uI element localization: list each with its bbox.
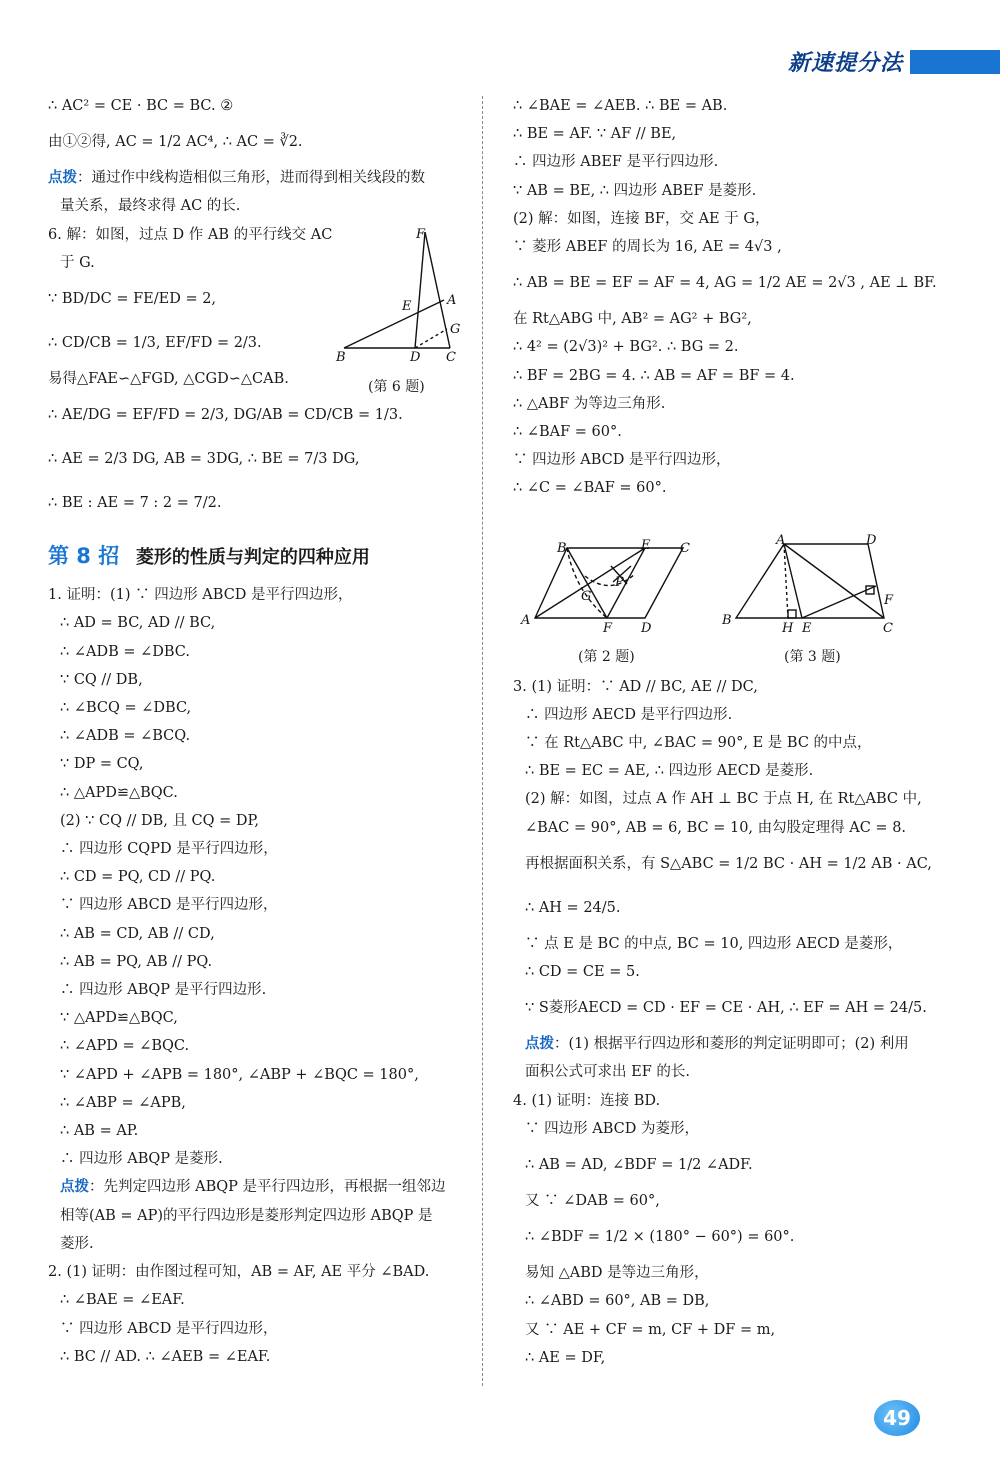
text-line [48, 609, 468, 637]
line-text: ∴ ∠C = ∠BAF = 60°. [513, 480, 667, 497]
text-line [48, 1343, 468, 1371]
section-title: 菱形的性质与判定的四种应用 [135, 547, 370, 569]
line-text: (2) 解：如图，连接 BF，交 AE 于 G， [513, 210, 770, 227]
page-number: 49 [874, 1400, 920, 1436]
line-text: ：通过作中线构造相似三角形，进而得到相关线段的数 [77, 170, 425, 187]
text-line [513, 1058, 953, 1086]
label-b: B [722, 613, 732, 628]
text-line [513, 1115, 953, 1143]
text-line [48, 120, 468, 164]
line-text: ∴ BC // AD. ∴ ∠AEB = ∠EAF. [60, 1348, 271, 1365]
line-text: ∵ △APD≌△BQC, [60, 1010, 178, 1027]
figure-3-caption: (第 3 题) [784, 649, 841, 665]
line-text: ∵ ∠APD + ∠APB = 180°, ∠ABP + ∠BQC = 180°, [60, 1066, 419, 1083]
label-b: B [557, 541, 567, 556]
label-f: F [416, 227, 426, 242]
line-text: ∵ 点 E 是 BC 的中点, BC = 10, 四边形 AECD 是菱形， [525, 935, 903, 952]
line-text: ∴ ∠APD = ∠BQC. [60, 1038, 190, 1055]
text-line [48, 920, 468, 948]
label-a: A [776, 533, 786, 548]
text-line [48, 1032, 468, 1060]
text-line [513, 1287, 953, 1315]
text-line [513, 233, 953, 261]
text-line [48, 481, 468, 525]
quadrilateral [736, 544, 884, 618]
arc-2 [585, 574, 635, 586]
text-line [48, 192, 468, 220]
line-text: 于 G. [60, 254, 95, 271]
label-d: D [410, 350, 421, 365]
label-f: F [603, 621, 613, 636]
line-text: ∴ AD = BC, AD // BC, [60, 615, 216, 632]
text-line [513, 261, 953, 305]
text-line [48, 750, 468, 778]
line-text: ∴ 四边形 ABEF 是平行四边形. [513, 154, 719, 171]
line-text: 再根据面积关系，有 S△ABC = 1/2 BC · AH = 1/2 AB · AC, [525, 855, 932, 872]
label-d: D [641, 621, 652, 636]
line-text: (2) 解：如图，过点 A 作 AH ⊥ BC 于点 H, 在 Rt△ABC 中, [525, 791, 922, 808]
line-text: ∴ 四边形 ABQP 是菱形. [60, 1151, 223, 1168]
tip-label: 点拨 [60, 1179, 89, 1196]
line-text: 相等(AB = AP)的平行四边形是菱形判定四边形 ABQP 是 [60, 1207, 433, 1224]
line-text: ∴ ∠BAE = ∠EAF. [60, 1292, 185, 1309]
figure-2 [515, 536, 695, 638]
label-e: E [802, 621, 812, 636]
line-text: 又 ∵ ∠DAB = 60°, [525, 1193, 660, 1210]
figure-6 [334, 224, 474, 372]
brand-logo: 新速提分法 [788, 51, 904, 76]
text-line [513, 701, 953, 729]
left-solution-block-2 [48, 581, 468, 1371]
text-line [513, 1143, 953, 1187]
text-line [513, 1187, 953, 1215]
text-line [513, 177, 953, 205]
text-line [513, 148, 953, 176]
line-text: 又 ∵ AE + CF = m, CF + DF = m, [525, 1321, 776, 1338]
line-text: ∴ BE : AE = 7 : 2 = 7/2. [48, 495, 222, 512]
line-text: ∵ CQ // DB, [60, 671, 143, 688]
label-c: C [446, 350, 456, 365]
text-line [48, 1315, 468, 1343]
line-text: ∴ CD = PQ, CD // PQ. [60, 869, 216, 886]
text-line [513, 958, 953, 986]
line-text: ∵ 四边形 ABCD 是平行四边形， [60, 897, 278, 914]
line-fd [415, 232, 425, 348]
line-text: ∴ ∠BDF = 1/2 × (180° − 60°) = 60°. [525, 1229, 795, 1246]
text-line [513, 785, 953, 813]
text-line [48, 581, 468, 609]
text-line [48, 1089, 468, 1117]
line-text: ∵ 四边形 ABCD 是平行四边形， [60, 1320, 278, 1337]
line-text: ∵ DP = CQ, [60, 756, 144, 773]
text-line [513, 814, 953, 842]
text-line [48, 722, 468, 750]
text-line [513, 1259, 953, 1287]
line-text: ∴ AE/DG = EF/FD = 2/3, DG/AB = CD/CB = 1/3. [48, 407, 403, 424]
text-line [513, 92, 953, 120]
label-c: C [883, 621, 893, 636]
label-a: A [447, 293, 457, 308]
tip-label: 点拨 [48, 170, 77, 187]
line-text: ∠BAC = 90°, AB = 6, BC = 10, 由勾股定理得 AC = 8. [525, 819, 907, 836]
line-text: 易知 △ABD 是等边三角形， [525, 1265, 709, 1282]
line-text: ∴ CD/CB = 1/3, EF/FD = 2/3. [48, 335, 262, 352]
text-line [513, 362, 953, 390]
line-text: ∴ AB = PQ, AB // PQ. [60, 953, 213, 970]
line-text: ∵ 在 Rt△ABC 中, ∠BAC = 90°, E 是 BC 的中点， [525, 735, 872, 752]
line-text: ：先判定四边形 ABQP 是平行四边形，再根据一组邻边 [89, 1179, 446, 1196]
line-text: ∴ AE = DF, [525, 1349, 606, 1366]
line-text: ∵ 四边形 ABCD 是平行四边形， [513, 452, 731, 469]
line-text: (2) ∵ CQ // DB, 且 CQ = DP, [60, 812, 259, 829]
text-line [48, 779, 468, 807]
text-line [513, 842, 953, 886]
line-text: ∴ AB = BE = EF = AF = 4, AG = 1/2 AE = 2√3 , AE ⊥ BF. [513, 275, 937, 292]
text-line [513, 930, 953, 958]
text-line [48, 694, 468, 722]
line-text: ∴ ∠ADB = ∠BCQ. [60, 728, 191, 745]
label-p: P [615, 575, 624, 590]
text-line [48, 1173, 468, 1201]
line-text: ∴ ∠ABP = ∠APB, [60, 1094, 186, 1111]
text-line [48, 92, 468, 120]
line-text: ∴ △APD≌△BQC. [60, 784, 178, 801]
tip-label: 点拨 [525, 1036, 554, 1053]
text-line [513, 757, 953, 785]
line-text: 6. 解：如图，过点 D 作 AB 的平行线交 AC [48, 226, 333, 243]
label-e: E [402, 299, 412, 314]
text-line [513, 1030, 953, 1058]
line-text: 面积公式可求出 EF 的长. [525, 1064, 690, 1081]
line-text: ∴ ∠BAF = 60°. [513, 424, 622, 441]
label-f: F [884, 593, 894, 608]
text-line [48, 1230, 468, 1258]
section-heading [48, 539, 468, 575]
text-line [48, 863, 468, 891]
label-b: B [336, 350, 346, 365]
line-text: ∴ AB = CD, AB // CD, [60, 925, 215, 942]
text-line [48, 393, 468, 437]
label-d: D [866, 533, 877, 548]
line-text: 2. (1) 证明：由作图过程可知，AB = AF, AE 平分 ∠BAD. [48, 1264, 430, 1281]
text-line [513, 1316, 953, 1344]
column-divider [482, 96, 483, 1386]
parallelogram-abcd [535, 548, 683, 618]
text-line [48, 638, 468, 666]
line-ba [344, 300, 444, 348]
line-text: 菱形. [60, 1235, 94, 1252]
line-text: ∴ 4² = (2√3)² + BG². ∴ BG = 2. [513, 339, 739, 356]
text-line [513, 120, 953, 148]
text-line [48, 1004, 468, 1032]
label-c: C [680, 541, 690, 556]
text-line [48, 1258, 468, 1286]
line-text: ∵ AB = BE, ∴ 四边形 ABEF 是菱形. [513, 182, 757, 199]
line-text: ∴ ∠ABD = 60°, AB = DB, [525, 1293, 710, 1310]
right-angle-h [788, 610, 796, 618]
text-line [513, 729, 953, 757]
text-line [513, 986, 953, 1030]
text-line [48, 164, 468, 192]
line-text: ∴ △ABF 为等边三角形. [513, 395, 666, 412]
right-solution-block-2 [513, 673, 953, 1372]
line-ef [802, 586, 876, 618]
label-a: A [521, 613, 531, 628]
line-text: ∴ AC² = CE · BC = BC. ② [48, 98, 234, 114]
text-line [513, 886, 953, 930]
line-text: 由①②得, AC = 1/2 AC⁴, ∴ AC = ∛2. [48, 134, 303, 151]
text-line [513, 333, 953, 361]
line-dg [415, 329, 447, 348]
line-text: ∴ 四边形 CQPD 是平行四边形， [60, 841, 278, 858]
figure-6-caption: (第 6 题) [368, 379, 425, 395]
text-line [513, 1344, 953, 1372]
text-line [48, 437, 468, 481]
text-line [513, 673, 953, 701]
line-fc [425, 232, 450, 348]
text-line [513, 1215, 953, 1259]
label-e: E [641, 538, 651, 553]
text-line [48, 1145, 468, 1173]
line-text: ∴ 四边形 ABQP 是平行四边形. [60, 982, 267, 999]
label-h: H [782, 621, 794, 636]
line-text: 1. 证明：(1) ∵ 四边形 ABCD 是平行四边形， [48, 587, 353, 604]
label-g: G [581, 589, 592, 604]
section-number: 第 8 招 [48, 544, 120, 569]
text-line [48, 976, 468, 1004]
line-text: ∴ AH = 24/5. [525, 899, 621, 916]
text-line [513, 446, 953, 474]
text-line [48, 948, 468, 976]
line-text: 在 Rt△ABG 中, AB² = AG² + BG², [513, 311, 752, 328]
line-text: ∴ ∠BAE = ∠AEB. ∴ BE = AB. [513, 98, 728, 114]
text-line [513, 474, 953, 502]
text-line [48, 807, 468, 835]
text-line [48, 1061, 468, 1089]
text-line [48, 835, 468, 863]
line-text: ∴ ∠BCQ = ∠DBC, [60, 700, 192, 717]
line-text: ：(1) 根据平行四边形和菱形的判定证明即可；(2) 利用 [554, 1036, 909, 1053]
right-column [513, 92, 953, 1372]
line-text: ∴ 四边形 AECD 是平行四边形. [525, 706, 733, 723]
text-line [513, 1087, 953, 1115]
text-line [48, 1286, 468, 1314]
line-text: ∵ 菱形 ABEF 的周长为 16, AE = 4√3 , [513, 239, 782, 256]
text-line [513, 305, 953, 333]
line-text: ∵ 四边形 ABCD 为菱形， [525, 1120, 699, 1137]
line-text: ∵ S菱形AECD = CD · EF = CE · AH, ∴ EF = AH = 24/5. [525, 1000, 927, 1017]
line-text: ∴ AE = 2/3 DG, AB = 3DG, ∴ BE = 7/3 DG, [48, 451, 360, 468]
figure-2-caption: (第 2 题) [578, 649, 635, 665]
line-text: ∴ AB = AD, ∠BDF = 1/2 ∠ADF. [525, 1157, 753, 1174]
label-g: G [450, 322, 461, 337]
line-text: ∴ AB = AP. [60, 1123, 139, 1140]
line-text: ∴ ∠ADB = ∠DBC. [60, 643, 190, 660]
line-text: 量关系，最终求得 AC 的长. [60, 198, 241, 215]
line-text: 3. (1) 证明：∵ AD // BC, AE // DC, [513, 678, 758, 695]
line-text: ∵ BD/DC = FE/ED = 2, [48, 291, 217, 308]
text-line [513, 390, 953, 418]
line-text: ∴ BF = 2BG = 4. ∴ AB = AF = BF = 4. [513, 367, 795, 384]
text-line [513, 205, 953, 233]
right-solution-block [513, 92, 953, 503]
text-line [513, 418, 953, 446]
line-text: 4. (1) 证明：连接 BD. [513, 1092, 661, 1109]
text-line [48, 666, 468, 694]
line-text: ∴ BE = EC = AE, ∴ 四边形 AECD 是菱形. [525, 763, 814, 780]
line-text: ∴ CD = CE = 5. [525, 964, 640, 981]
text-line [48, 1202, 468, 1230]
text-line [48, 1117, 468, 1145]
line-bf [567, 548, 607, 618]
text-line [48, 891, 468, 919]
line-text: 易得△FAE∽△FGD, △CGD∽△CAB. [48, 371, 289, 388]
line-text: ∴ BE = AF. ∵ AF // BE, [513, 126, 677, 143]
figure-3 [718, 528, 900, 638]
header-bar [910, 50, 1000, 74]
